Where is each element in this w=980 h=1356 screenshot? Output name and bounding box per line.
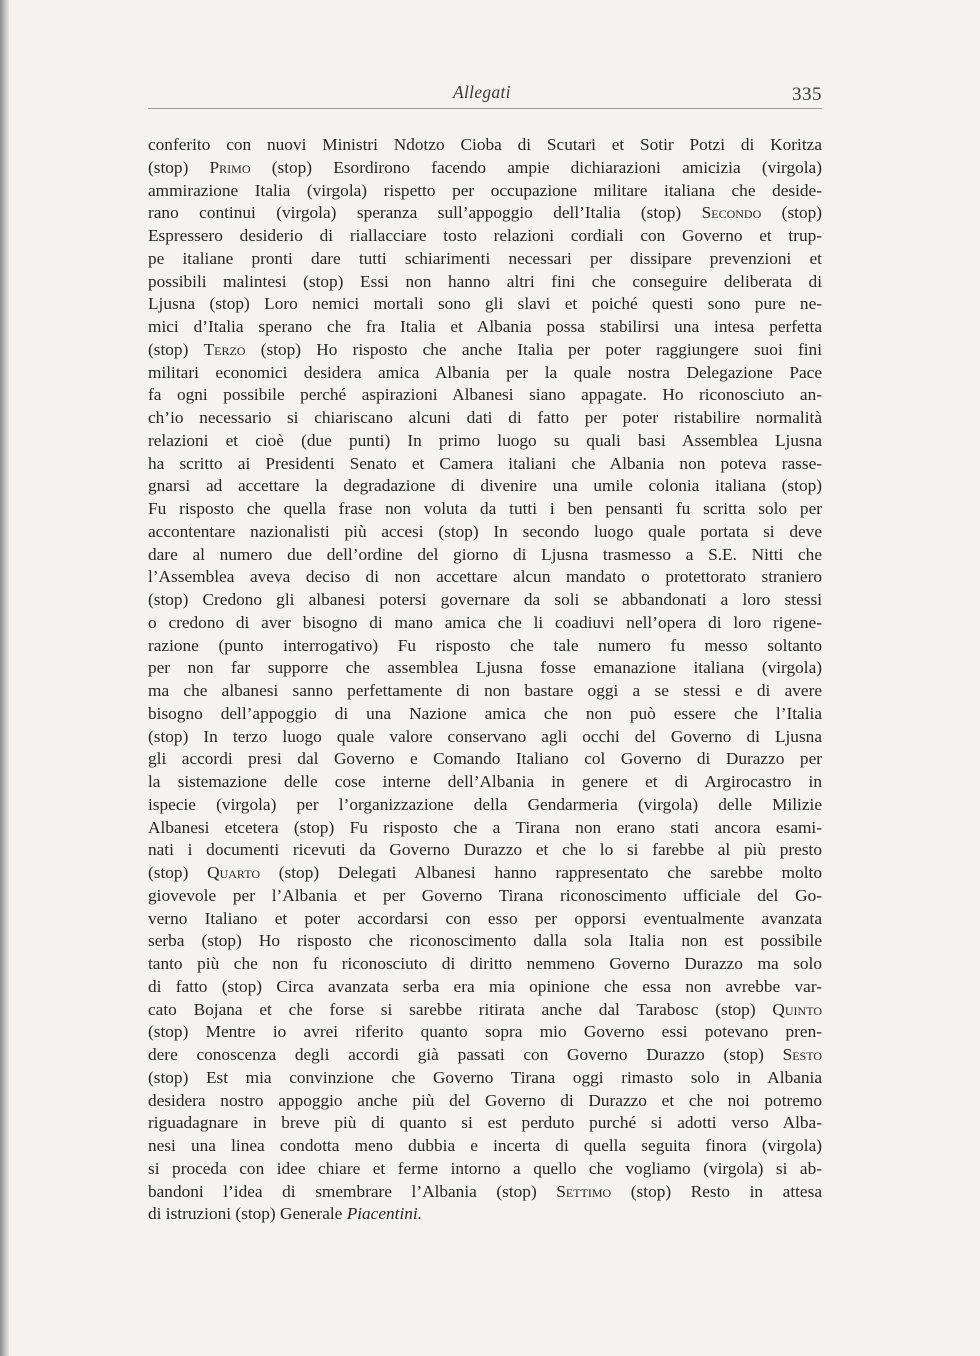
text-segment: (stop) Delegati Albanesi hanno rappresentato che sarebbe molto — [259, 863, 822, 882]
document-body — [148, 134, 822, 1226]
text-line — [148, 1090, 822, 1113]
text-line — [148, 703, 822, 726]
text-segment: accontentare nazionalisti più accesi (stop) In secondo luogo quale portata si deve — [148, 521, 822, 541]
text-segment: cato Bojana et che forse si sarebbe ritirata anche dal Tarabosc (stop) — [148, 999, 773, 1019]
text-segment: militari economici desidera amica Albania per la quale nostra Delegazione Pace — [148, 362, 822, 382]
text-segment: (stop) Est mia convinzione che Governo Tirana oggi rimasto solo in Albania — [148, 1067, 822, 1087]
running-header — [148, 78, 822, 112]
text-line — [148, 430, 822, 453]
section-marker: Settimo — [556, 1181, 612, 1201]
text-segment: la sistemazione delle cose interne dell’Albania in genere et di Argirocastro in — [148, 772, 822, 791]
text-line — [148, 771, 822, 794]
text-segment: si proceda con idee chiare et ferme intorno a quello che vogliamo (virgola) si ab- — [148, 1158, 822, 1178]
text-segment: ch’io necessario si chiariscano alcuni dati di fatto per poter ristabilire normalità — [148, 408, 822, 427]
text-segment: mici d’Italia sperano che fra Italia et Albania possa stabilirsi una intesa perfetta — [148, 317, 822, 336]
text-segment: verno Italiano et poter accordarsi con esso per opporsi eventualmente avanzata — [148, 908, 822, 928]
text-line — [148, 475, 822, 498]
text-segment: ammirazione Italia (virgola) rispetto per occupazione militare italiana che deside- — [148, 180, 822, 200]
text-segment: ispecie (virgola) per l’organizzazione della Gendarmeria (virgola) delle Milizie — [148, 794, 822, 814]
text-line — [148, 817, 822, 840]
section-marker: Quarto — [207, 863, 260, 882]
text-line — [148, 680, 822, 703]
text-line — [148, 930, 822, 953]
text-segment: (stop) Ho risposto che anche Italia per poter raggiungere suoi fini — [245, 339, 822, 359]
page-number: 335 — [792, 84, 822, 105]
text-line — [148, 225, 822, 248]
text-segment: (stop) — [761, 203, 823, 223]
text-segment: tanto più che non fu riconosciuto di diritto nemmeno Governo Durazzo ma solo — [148, 954, 822, 973]
text-line — [148, 157, 822, 180]
text-segment: nati i documenti ricevuti da Governo Durazzo et che lo si farebbe al più presto — [148, 840, 822, 860]
text-line — [148, 1067, 822, 1090]
text-segment: ha scritto ai Presidenti Senato et Camera italiani che Albania non poteva rasse- — [148, 453, 822, 473]
text-line — [148, 202, 822, 225]
text-line — [148, 839, 822, 862]
text-segment: (stop) Mentre io avrei riferito quanto sopra mio Governo essi potevano pren- — [148, 1022, 822, 1042]
text-line — [148, 134, 822, 157]
text-segment: nesi una linea condotta meno dubbia e incerta di quella seguita finora (virgola) — [148, 1136, 822, 1155]
text-segment: gnarsi ad accettare la degradazione di divenire una umile colonia italiana (stop) — [148, 476, 822, 496]
text-line — [148, 566, 822, 589]
header-rule — [148, 108, 822, 109]
text-line — [148, 339, 822, 362]
text-segment: relazioni et cioè (due punti) In primo luogo su quali basi Assemblea Ljusna — [148, 430, 822, 450]
text-segment: desidera nostro appoggio anche più del Governo di Durazzo et che noi potremo — [148, 1090, 822, 1110]
section-marker: Quinto — [772, 999, 822, 1019]
text-segment: serba (stop) Ho risposto che riconoscimento dalla sola Italia non est possibile — [148, 931, 822, 951]
text-segment: (stop) — [148, 339, 204, 359]
text-segment: ma che albanesi sanno perfettamente di non bastare oggi a se stessi e di avere — [148, 681, 822, 700]
signature-name: Piacentini. — [346, 1204, 423, 1224]
text-segment: pe italiane pronti dare tutti schiarimenti necessari per dissipare prevenzioni et — [148, 248, 822, 268]
text-line — [148, 657, 822, 680]
text-line — [148, 976, 822, 999]
text-line — [148, 908, 822, 931]
text-segment: conferito con nuovi Ministri Ndotzo Cioba di Scutari et Sotir Potzi di Koritza — [148, 135, 822, 154]
text-line — [148, 1021, 822, 1044]
text-segment: di fatto (stop) Circa avanzata serba era mia opinione che essa non avrebbe var- — [148, 976, 822, 996]
text-segment: l’Assemblea aveva deciso di non accettare alcun mandato o protettorato straniero — [148, 567, 822, 587]
text-segment: per non far supporre che assemblea Ljusna fosse emanazione italiana (virgola) — [148, 658, 822, 678]
text-line — [148, 1135, 822, 1158]
text-line — [148, 862, 822, 885]
text-line — [148, 362, 822, 385]
text-line — [148, 1044, 822, 1067]
text-segment: Albanesi etcetera (stop) Fu risposto che a Tirana non erano stati ancora esami- — [148, 817, 822, 837]
text-line — [148, 726, 822, 749]
running-title: Allegati — [453, 82, 511, 102]
text-line — [148, 885, 822, 908]
text-line — [148, 794, 822, 817]
text-segment: gli accordi presi dal Governo e Comando Italiano col Governo di Durazzo per — [148, 749, 822, 769]
text-line — [148, 521, 822, 544]
text-segment: (stop) Resto in attesa — [611, 1181, 822, 1201]
page-binding-edge — [0, 0, 9, 1356]
text-line — [148, 589, 822, 612]
text-segment: (stop) — [148, 157, 210, 177]
text-line — [148, 1112, 822, 1135]
text-segment: dare al numero due dell’ordine del giorno di Ljusna trasmesso a S.E. Nitti che — [148, 544, 822, 564]
text-segment: razione (punto interrogativo) Fu risposto che tale numero fu messo soltanto — [148, 635, 822, 655]
text-line — [148, 384, 822, 407]
text-segment: riguadagnare in breve più di quanto si est perduto purché si adotti verso Alba- — [148, 1113, 822, 1133]
text-segment: o credono di aver bisogno di mano amica che li coadiuvi nell’opera di loro rigene- — [148, 612, 822, 632]
text-line — [148, 407, 822, 430]
text-line — [148, 248, 822, 271]
text-segment: Ljusna (stop) Loro nemici mortali sono gli slavi et poiché questi sono pure ne- — [148, 294, 822, 314]
text-line — [148, 316, 822, 339]
section-marker: Terzo — [203, 339, 246, 359]
text-line — [148, 453, 822, 476]
text-segment: bandoni l’idea di smembrare l’Albania (stop) — [148, 1181, 557, 1201]
text-line — [148, 635, 822, 658]
text-line — [148, 544, 822, 567]
text-segment: fa ogni possibile perché aspirazioni Albanesi siano appagate. Ho riconosciuto an- — [148, 385, 822, 405]
text-line — [148, 498, 822, 521]
text-line — [148, 293, 822, 316]
text-segment: Fu risposto che quella frase non voluta da tutti i ben pensanti fu scritta solo per — [148, 499, 822, 518]
text-line — [148, 612, 822, 635]
text-segment: (stop) Esordirono facendo ampie dichiarazioni amicizia (virgola) — [250, 157, 822, 177]
text-segment: Espressero desiderio di riallacciare tosto relazioni cordiali con Governo et trup- — [148, 226, 822, 245]
section-marker: Primo — [209, 157, 251, 177]
text-line — [148, 271, 822, 294]
text-line — [148, 1158, 822, 1181]
text-segment: di istruzioni (stop) Generale — [148, 1204, 347, 1224]
text-line — [148, 748, 822, 771]
text-segment: rano continui (virgola) speranza sull’appoggio dell’Italia (stop) — [148, 203, 702, 223]
text-segment: bisogno dell’appoggio di una Nazione amica che non può essere che l’Italia — [148, 703, 822, 723]
text-segment: (stop) Credono gli albanesi potersi governare da soli se abbandonati a loro stessi — [148, 590, 822, 609]
text-line — [148, 1203, 822, 1226]
text-line — [148, 1181, 822, 1204]
section-marker: Sesto — [782, 1045, 822, 1064]
text-segment: possibili malintesi (stop) Essi non hanno altri fini che conseguire deliberata di — [148, 271, 822, 291]
text-segment: (stop) — [148, 863, 208, 882]
text-segment: giovevole per l’Albania et per Governo Tirana riconoscimento ufficiale del Go- — [148, 885, 822, 905]
text-line — [148, 999, 822, 1022]
section-marker: Secondo — [701, 203, 762, 223]
text-line — [148, 953, 822, 976]
text-line — [148, 180, 822, 203]
text-segment: (stop) In terzo luogo quale valore conservano agli occhi del Governo di Ljusna — [148, 726, 822, 746]
text-segment: dere conoscenza degli accordi già passati con Governo Durazzo (stop) — [148, 1045, 783, 1064]
